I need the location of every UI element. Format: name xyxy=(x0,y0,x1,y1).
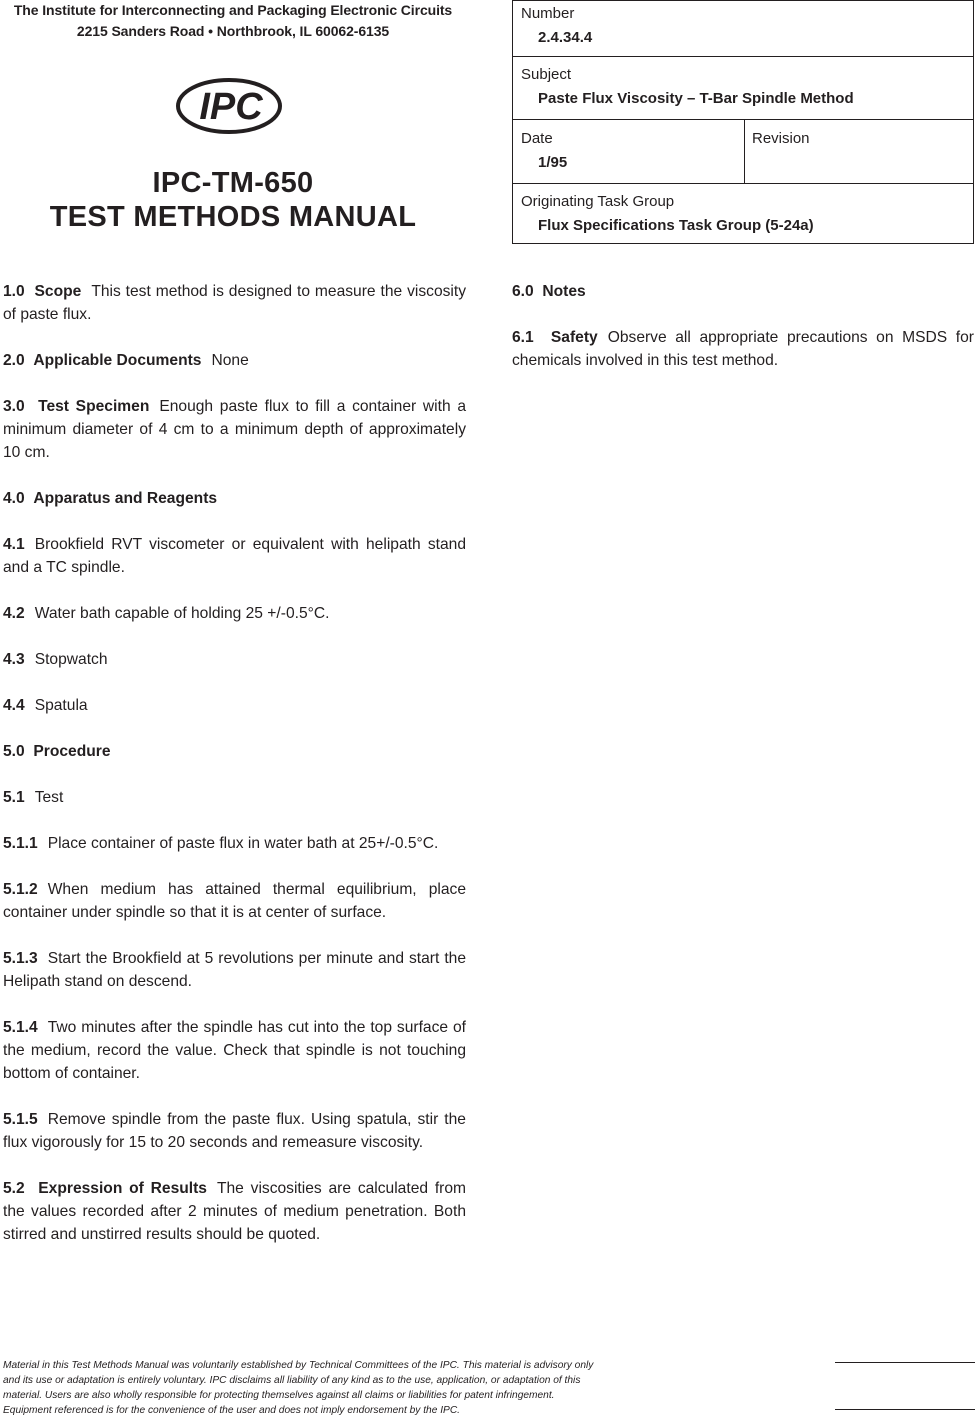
number-value: 2.4.34.4 xyxy=(538,29,593,46)
right-column xyxy=(512,280,974,395)
section xyxy=(3,648,466,671)
section-text: Spatula xyxy=(34,697,88,714)
section xyxy=(3,1016,466,1085)
section-title: Applicable Documents xyxy=(33,352,202,369)
section-title: Scope xyxy=(34,283,82,300)
number-label: Number xyxy=(521,5,575,22)
subject-cell xyxy=(513,56,973,119)
footer-line: Material in this Test Methods Manual was voluntarily established by Technical Committees of the IPC. This material is advisory only xyxy=(3,1360,594,1371)
section-number: 2.0 xyxy=(3,352,25,369)
subject-value: Paste Flux Viscosity – T-Bar Spindle Method xyxy=(538,90,854,107)
section-text: Enough paste flux to fill a container with a minimum diameter of 4 cm to a minimum depth of approximately 10 cm. xyxy=(3,398,466,461)
section-title: Apparatus and Reagents xyxy=(33,490,218,507)
section xyxy=(3,786,466,809)
section-number: 6.0 xyxy=(512,283,534,300)
task-group-cell xyxy=(513,183,973,245)
document-info-box xyxy=(512,0,974,244)
logo-text: IPC xyxy=(199,86,263,128)
date-value: 1/95 xyxy=(538,154,568,171)
date-label: Date xyxy=(521,130,553,147)
section-number: 4.3 xyxy=(3,651,25,668)
section-number: 5.1 xyxy=(3,789,25,806)
section-text: Test xyxy=(34,789,64,806)
section-text: Brookfield RVT viscometer or equivalent with helipath stand and a TC spindle. xyxy=(3,536,466,576)
section xyxy=(3,1177,466,1246)
section xyxy=(3,487,466,510)
section-number: 5.0 xyxy=(3,743,25,760)
section xyxy=(3,349,466,372)
section-number: 5.2 xyxy=(3,1180,25,1197)
task-group-value: Flux Specifications Task Group (5-24a) xyxy=(538,217,814,234)
left-column xyxy=(3,280,466,1269)
section xyxy=(3,740,466,763)
section-number: 1.0 xyxy=(3,283,25,300)
section-title: Safety xyxy=(550,329,598,346)
section-number: 5.1.3 xyxy=(3,950,38,967)
section xyxy=(512,326,974,372)
section-text: Observe all appropriate precautions on MSDS for chemicals involved in this test method. xyxy=(512,329,974,369)
footer-line: Equipment referenced is for the convenience of the user and does not imply endorsement by the IPC. xyxy=(3,1405,461,1416)
manual-title xyxy=(0,166,466,234)
section-number: 3.0 xyxy=(3,398,25,415)
footer-disclaimer xyxy=(3,1358,693,1418)
organization-name: The Institute for Interconnecting and Packaging Electronic Circuits xyxy=(13,2,453,18)
section-text: Water bath capable of holding 25 +/-0.5°C. xyxy=(34,605,330,622)
task-group-label: Originating Task Group xyxy=(521,193,675,210)
section-number: 5.1.4 xyxy=(3,1019,38,1036)
subject-label: Subject xyxy=(521,66,572,83)
section-text: None xyxy=(211,352,249,369)
section-text: Stopwatch xyxy=(34,651,108,668)
footer-rule-top xyxy=(835,1362,975,1363)
section xyxy=(3,694,466,717)
section xyxy=(3,1108,466,1154)
organization-header xyxy=(0,0,466,42)
section-number: 4.2 xyxy=(3,605,25,622)
section-title: Test Specimen xyxy=(38,398,150,415)
section-text: Place container of paste flux in water bath at 25+/-0.5°C. xyxy=(47,835,439,852)
section-number: 6.1 xyxy=(512,329,534,346)
footer-rule-bottom xyxy=(835,1409,975,1410)
section xyxy=(3,832,466,855)
section-number: 4.0 xyxy=(3,490,25,507)
section-text: Start the Brookfield at 5 revolutions per minute and start the Helipath stand on descend. xyxy=(3,950,466,990)
manual-title-line1: IPC-TM-650 xyxy=(152,167,314,199)
section xyxy=(3,280,466,326)
section-number: 4.4 xyxy=(3,697,25,714)
date-cell xyxy=(513,119,744,183)
footer-line: material. Users are also wholly responsible for protecting themselves against all claims or liabilities for patent infringement. xyxy=(3,1390,555,1401)
section-number: 5.1.1 xyxy=(3,835,38,852)
section-text: When medium has attained thermal equilibrium, place container under spindle so that it is at center of surface. xyxy=(3,881,466,921)
section-title: Notes xyxy=(542,283,586,300)
section xyxy=(3,878,466,924)
manual-title-line2: TEST METHODS MANUAL xyxy=(49,201,417,233)
section-number: 4.1 xyxy=(3,536,25,553)
section-number: 5.1.2 xyxy=(3,881,38,898)
section-text: This test method is designed to measure the viscosity of paste flux. xyxy=(3,283,467,323)
section xyxy=(3,395,466,464)
revision-cell xyxy=(744,119,975,183)
section-title: Expression of Results xyxy=(38,1180,207,1197)
revision-label: Revision xyxy=(752,130,810,147)
ipc-logo xyxy=(174,77,284,135)
section xyxy=(3,533,466,579)
section-title: Procedure xyxy=(33,743,111,760)
section-number: 5.1.5 xyxy=(3,1111,38,1128)
section xyxy=(3,947,466,993)
footer-line: and its use or adaptation is entirely voluntary. IPC disclaims all liability of any kind as to the use, application, or adaptation of this xyxy=(3,1375,581,1386)
section-text: The viscosities are calculated from the values recorded after 2 minutes of medium penetration. Both stirred and unstirred results should be quoted. xyxy=(3,1180,467,1243)
section-text: Two minutes after the spindle has cut into the top surface of the medium, record the value. Check that spindle is not touching bottom of container. xyxy=(3,1019,466,1082)
organization-address: 2215 Sanders Road • Northbrook, IL 60062-6135 xyxy=(76,23,390,39)
section xyxy=(512,280,974,303)
section xyxy=(3,602,466,625)
section-text: Remove spindle from the paste flux. Using spatula, stir the flux vigorously for 15 to 20 seconds and remeasure viscosity. xyxy=(3,1111,466,1151)
number-cell xyxy=(513,1,973,56)
